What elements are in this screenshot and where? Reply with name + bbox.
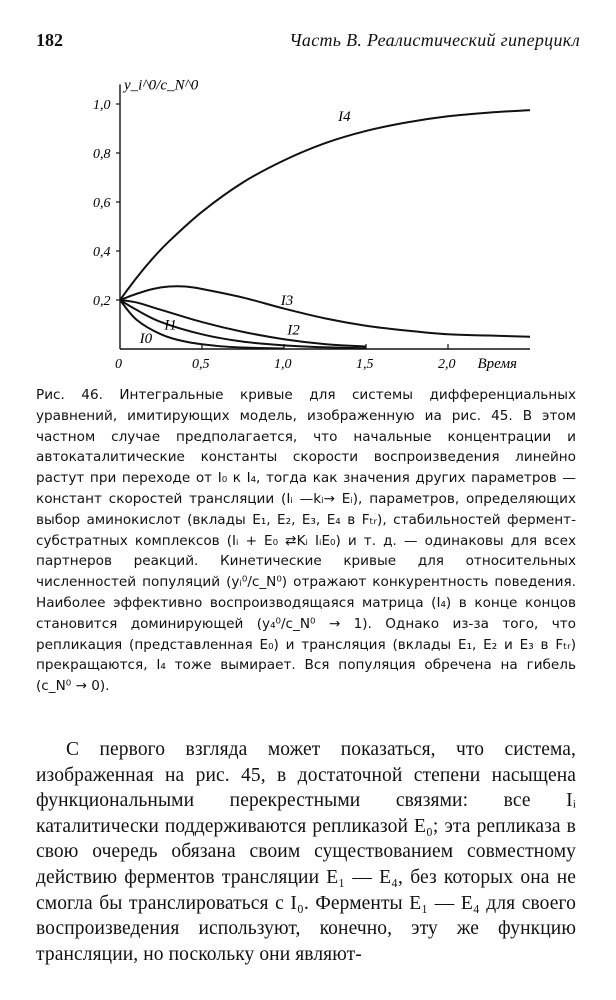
curve-i4	[120, 110, 530, 300]
x-tick-label: 1,5	[356, 357, 374, 372]
figure-caption	[36, 385, 576, 697]
curve-i1	[120, 300, 366, 348]
page-number: 182	[36, 30, 63, 50]
curve-label-i0: I0	[139, 330, 153, 347]
x-tick-label: 1,0	[274, 357, 292, 372]
y-tick-label: 0,6	[93, 196, 111, 211]
x-axis-label: Время	[477, 356, 518, 372]
x-tick-label: 0	[115, 357, 122, 372]
x-tick-label: 0,5	[192, 357, 210, 372]
y-axis-label: y_i^0/c_N^0	[124, 77, 199, 94]
running-head	[36, 30, 580, 51]
y-tick-label: 1,0	[93, 98, 111, 113]
curve-label-i4: I4	[338, 109, 351, 126]
curve-label-i2: I2	[287, 322, 300, 339]
y-tick-label: 0,8	[93, 147, 111, 162]
integral-curves-chart	[60, 72, 540, 382]
chart-curves	[120, 110, 530, 348]
y-tick-label: 0,4	[93, 245, 111, 260]
body-paragraph: С первого взгляда может показаться, что система, изображенная на рис. 45, в достаточной степени насыщена функциональными перекрестными связями: все Iᵢ каталитически поддерживаются репликазой E₀; эта репликаза в свою очередь обязана своим существованием совместному действию ферментов трансляции E₁ — E₄, без которых она не смогла бы транслироваться с I₀. Ферменты E₁ — E₄ для своего воспроизведения используют, конечно, эту же функцию трансляции, но поскольку они являют-	[36, 739, 576, 965]
caption-text: Интегральные кривые для системы дифференциальных уравнений, имитирующих модель, изображенную иа рис. 45. В этом частном случае предполагается, что начальные концентрации и автокаталитические константы скорости воспроизведения линейно растут при переходе от I₀ к I₄, тогда как значения других параметров — констант скоростей трансляции (Iᵢ —kᵢ→ Eᵢ), параметров, определяющих выбор аминокислот (вклады E₁, E₂, E₃, E₄ в Fₜᵣ), стабильностей фермент-субстратных комплексов (Iᵢ + E₀ ⇄Kᵢ IᵢE₀) и т. д. — одинаковы для всех партнеров реакций. Кинетические кривые для относительных численностей популяций (yᵢ⁰/c_N⁰) отражают конкурентность поведения. Наиболее эффективно воспроизводящаяся матрица (I₄) в конце концов становится доминирующей (y₄⁰/c_N⁰ → 1). Однако из-за того, что репликация (представленная E₀) и трансляция (вклады E₁, E₂ и E₃ в Fₜᵣ) прекращаются, I₄ тоже вымирает. Вся популяция обречена на гибель (c_N⁰ → 0).	[36, 387, 576, 695]
curve-label-i3: I3	[280, 292, 294, 309]
body-text	[36, 737, 576, 967]
running-title: Часть B. Реалистический гиперцикл	[289, 30, 580, 50]
curve-i2	[120, 300, 366, 347]
y-tick-label: 0,2	[93, 294, 111, 309]
caption-label: Рис. 46.	[36, 387, 103, 403]
curve-label-i1: I1	[164, 317, 177, 334]
x-tick-label: 2,0	[438, 357, 456, 372]
chart-axes	[120, 84, 530, 349]
